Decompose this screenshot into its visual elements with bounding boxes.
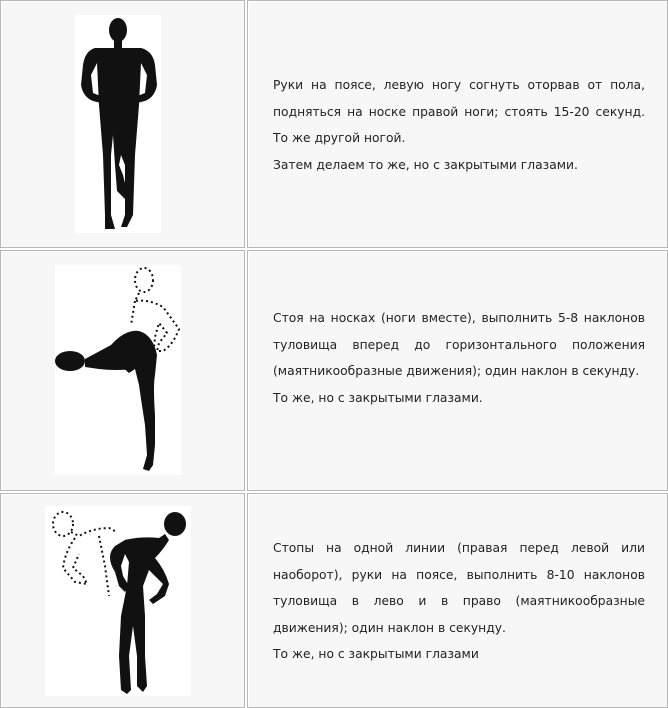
exercise-row-2 xyxy=(0,250,668,491)
standing-on-one-leg-figure xyxy=(75,15,161,233)
exercise-text-cell xyxy=(247,493,668,708)
exercise-row-1 xyxy=(0,0,668,248)
forward-bend-figure xyxy=(55,265,181,475)
exercise-text xyxy=(273,305,645,411)
exercise-description: Стоя на носках (ноги вместе), выполнить 5-8 наклонов туловища вперед до горизонтального положения (маятникообразные движения); один наклон в секунду. xyxy=(273,311,645,378)
exercise-text-cell xyxy=(247,0,668,248)
exercise-note: То же, но с закрытыми глазами. xyxy=(273,390,483,405)
exercise-image-cell xyxy=(0,493,245,708)
exercise-description: Стопы на одной линии (правая перед левой или наоборот), руки на поясе, выполнить 8-10 наклонов туловища в лево и в право (маятникообразные движения); один наклон в секунду. xyxy=(273,541,645,635)
exercise-description: Руки на поясе, левую ногу согнуть оторвав от пола, подняться на носке правой ноги; стоять 15-20 секунд. То же другой ногой. xyxy=(273,78,645,145)
exercise-image-cell xyxy=(0,250,245,491)
exercise-text xyxy=(273,72,645,178)
side-bend-figure xyxy=(45,506,191,696)
exercise-image-cell xyxy=(0,0,245,248)
exercise-note: Затем делаем то же, но с закрытыми глазами. xyxy=(273,157,578,172)
exercise-text xyxy=(273,535,645,668)
exercise-row-3 xyxy=(0,493,668,708)
exercise-text-cell xyxy=(247,250,668,491)
exercise-note: То же, но с закрытыми глазами xyxy=(273,647,479,661)
